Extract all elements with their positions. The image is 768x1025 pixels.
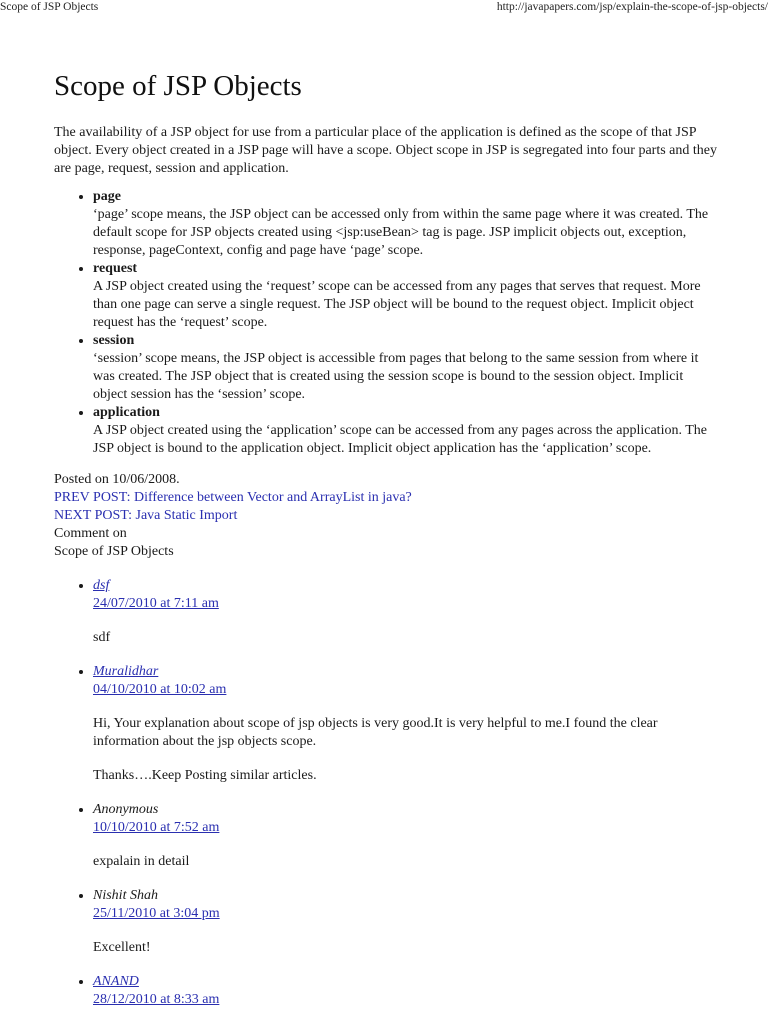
comment-item bbox=[93, 663, 720, 785]
scope-name: request bbox=[93, 261, 138, 276]
comment-item bbox=[93, 887, 720, 957]
comment-list bbox=[54, 577, 720, 1009]
posted-date: Posted on 10/06/2008. bbox=[54, 472, 180, 487]
comment-date-link[interactable]: 04/10/2010 at 10:02 am bbox=[93, 682, 227, 697]
comment-author-link[interactable]: ANAND bbox=[93, 974, 139, 989]
scope-description: A JSP object created using the ‘request’ scope can be accessed from any pages that serves that request. More than one page can serve a single request. The JSP object will be bound to the request object. Implicit object request has the ‘request’ scope. bbox=[93, 279, 701, 330]
header-page-title: Scope of JSP Objects bbox=[0, 1, 99, 13]
next-post-link[interactable]: NEXT POST: Java Static Import bbox=[54, 508, 238, 523]
comment-date-link[interactable]: 10/10/2010 at 7:52 am bbox=[93, 820, 220, 835]
scope-list bbox=[54, 188, 720, 458]
comment-date-link[interactable]: 25/11/2010 at 3:04 pm bbox=[93, 906, 220, 921]
scope-item-session bbox=[93, 332, 720, 404]
intro-paragraph: The availability of a JSP object for use from a particular place of the application is defined as the scope of that JSP object. Every object created in a JSP page will have a scope. Object scope in JSP is segregated into four parts and they are page, request, session and application. bbox=[54, 125, 717, 176]
comment-text: expalain in detail bbox=[93, 854, 190, 869]
prev-post-link[interactable]: PREV POST: Difference between Vector and ArrayList in java? bbox=[54, 490, 412, 505]
comment-author-link[interactable]: Muralidhar bbox=[93, 664, 159, 679]
comment-item bbox=[93, 577, 720, 647]
comment-text: Thanks….Keep Posting similar articles. bbox=[93, 768, 317, 783]
scope-description: ‘session’ scope means, the JSP object is accessible from pages that belong to the same session from where it was created. The JSP object that is created using the session scope is bound to the session object. Implicit object session has the ‘session’ scope. bbox=[93, 351, 699, 402]
comment-author: Nishit Shah bbox=[93, 888, 158, 903]
scope-description: A JSP object created using the ‘application’ scope can be accessed from any pages across the application. The JSP object is bound to the application object. Implicit object application has the ‘application’ scope. bbox=[93, 423, 707, 456]
scope-name: application bbox=[93, 405, 160, 420]
article bbox=[54, 68, 720, 1025]
scope-item-request bbox=[93, 260, 720, 332]
comment-date-link[interactable]: 28/12/2010 at 8:33 am bbox=[93, 992, 220, 1007]
comment-text: sdf bbox=[93, 630, 111, 645]
comment-on-label: Comment on bbox=[54, 526, 127, 541]
page-title: Scope of JSP Objects bbox=[54, 70, 302, 102]
header-url: http://javapapers.com/jsp/explain-the-scope-of-jsp-objects/ bbox=[496, 1, 768, 13]
comment-item bbox=[93, 801, 720, 871]
comment-author: Anonymous bbox=[93, 802, 159, 817]
scope-name: page bbox=[93, 189, 121, 204]
scope-item-page bbox=[93, 188, 720, 260]
scope-name: session bbox=[93, 333, 135, 348]
comment-author-link[interactable]: dsf bbox=[93, 578, 110, 593]
comment-on-title: Scope of JSP Objects bbox=[54, 544, 174, 559]
comment-date-link[interactable]: 24/07/2010 at 7:11 am bbox=[93, 596, 219, 611]
scope-item-application bbox=[93, 404, 720, 458]
comment-text: Hi, Your explanation about scope of jsp objects is very good.It is very helpful to me.I found the clear information about the jsp objects scope. bbox=[93, 716, 658, 749]
print-header bbox=[0, 0, 768, 16]
scope-description: ‘page’ scope means, the JSP object can be accessed only from within the same page where it was created. The default scope for JSP objects created using <jsp:useBean> tag is page. JSP implicit objects out, exception, response, pageContext, config and page have ‘page’ scope. bbox=[93, 207, 709, 258]
comment-item bbox=[93, 973, 720, 1009]
post-meta bbox=[54, 471, 720, 561]
comment-text: Excellent! bbox=[93, 940, 151, 955]
